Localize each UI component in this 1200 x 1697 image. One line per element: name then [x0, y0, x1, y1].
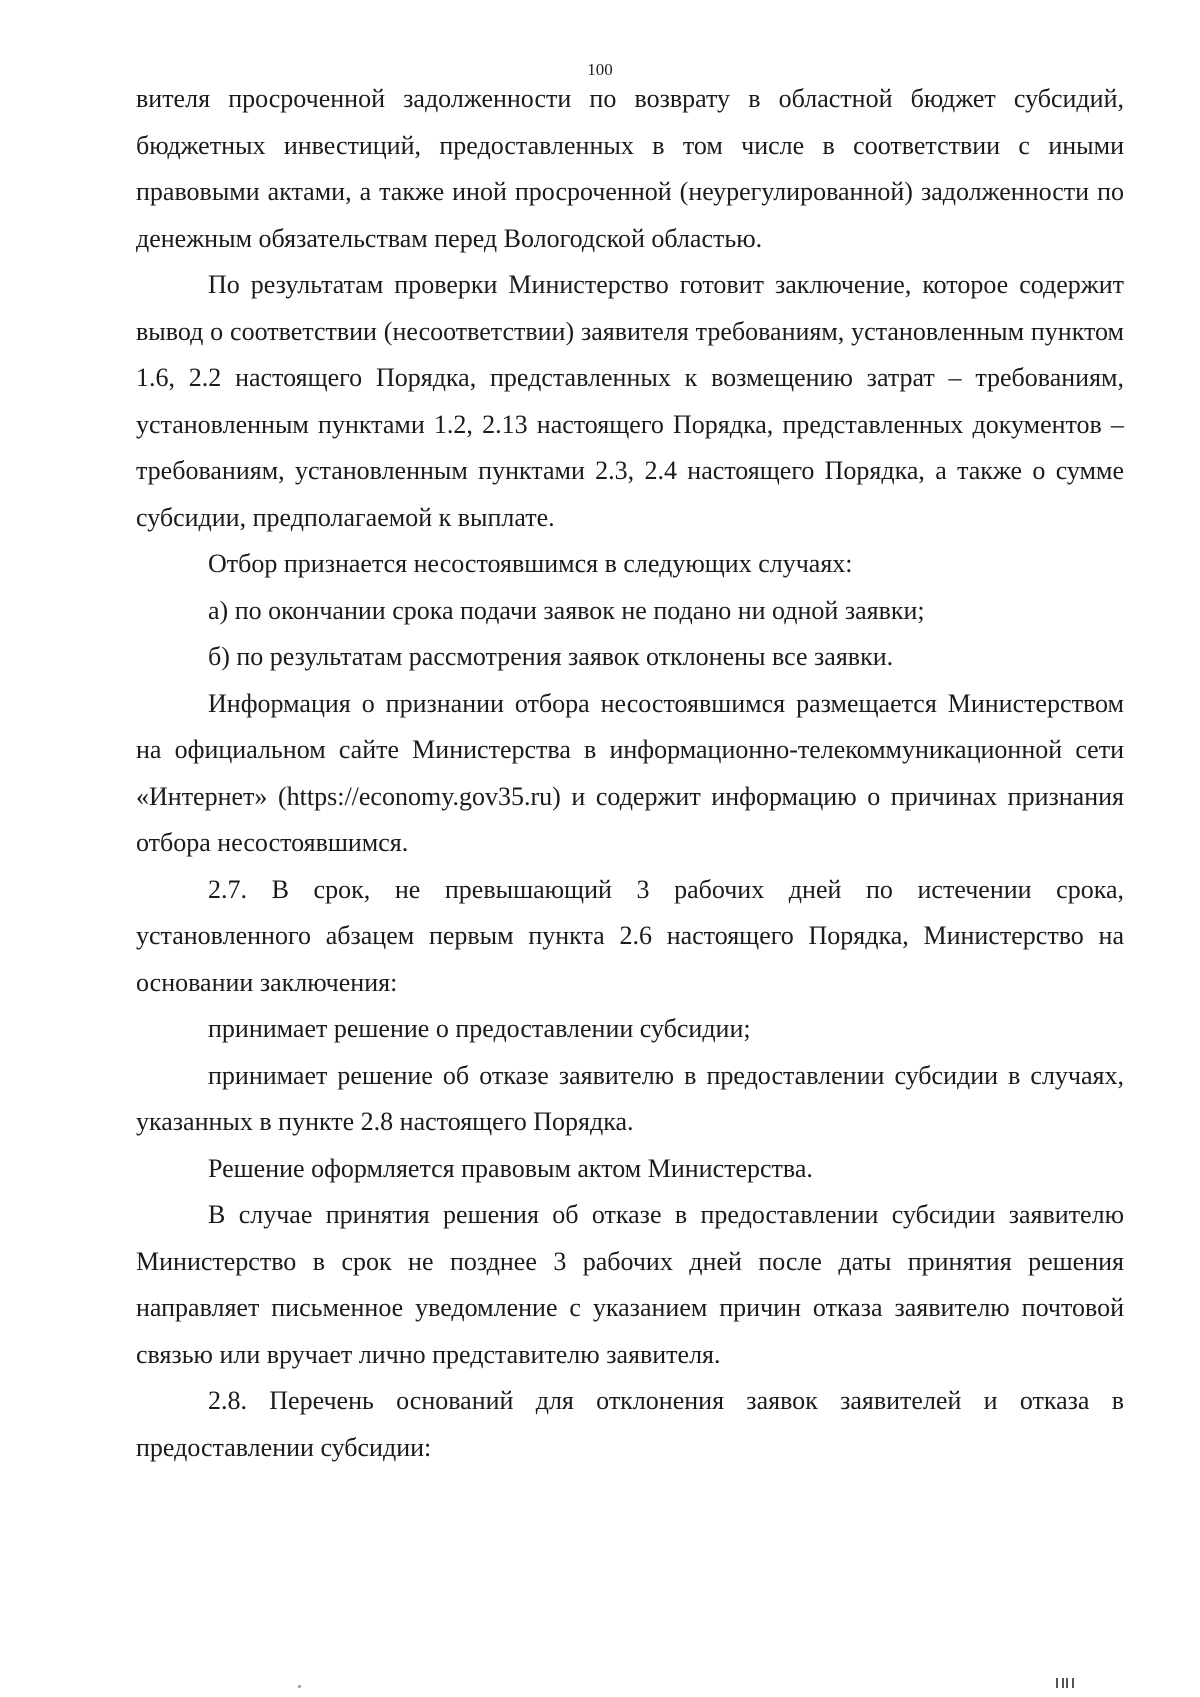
- document-body: [136, 76, 1124, 1471]
- paragraph-decision-refuse: принимает решение об отказе заявителю в предоставлении субсидии в случаях, указанных в пункте 2.8 настоящего Порядка.: [136, 1060, 1124, 1136]
- page-number: 100: [587, 60, 613, 79]
- paragraph-decision-grant: принимает решение о предоставлении субсидии;: [208, 1014, 751, 1043]
- scan-artifact-marks: [1056, 1678, 1080, 1690]
- list-item-a: а) по окончании срока подачи заявок не подано ни одной заявки;: [208, 595, 925, 625]
- paragraph-verification-conclusion: По результатам проверки Министерство готовит заключение, которое содержит вывод о соответствии (несоответствии) заявителя требованиям, установленным пунктом 1.6, 2.2 настоящего Порядка, представленных к возмещению затрат – требованиям, установленным пунктами 1.2, 2.13 настоящего Порядка, представленных документов – требованиям, установленным пунктами 2.3, 2.4 настоящего Порядка, а также о сумме субсидии, предполагаемой к выплате.: [136, 270, 1124, 532]
- paragraph-section-2-7: 2.7. В срок, не превышающий 3 рабочих дней по истечении срока, установленного абзацем первым пункта 2.6 настоящего Порядка, Министерство на основании заключения:: [136, 874, 1124, 997]
- paragraph-selection-failed-intro: Отбор признается несостоявшимся в следующих случаях:: [208, 549, 853, 578]
- paragraph-section-2-8: 2.8. Перечень оснований для отклонения заявок заявителей и отказа в предоставлении субсидии:: [136, 1386, 1124, 1462]
- scan-artifact-dot: [298, 1685, 301, 1688]
- paragraph-continuation: вителя просроченной задолженности по возврату в областной бюджет субсидий, бюджетных инвестиций, предоставленных в том числе в соответствии с иными правовыми актами, а также иной просроченной (неурегулированной) задолженности по денежным обязательствам перед Вологодской областью.: [136, 84, 1124, 253]
- paragraph-information-posting: Информация о признании отбора несостоявшимся размещается Министерством на официальном сайте Министерства в информационно-телекоммуникационной сети «Интернет» (https://economy.gov35.ru) и содержит информацию о причинах признания отбора несостоявшимся.: [136, 688, 1124, 857]
- paragraph-legal-act: Решение оформляется правовым актом Министерства.: [208, 1153, 813, 1183]
- paragraph-refusal-notice: В случае принятия решения об отказе в предоставлении субсидии заявителю Министерство в срок не позднее 3 рабочих дней после даты принятия решения направляет письменное уведомление с указанием причин отказа заявителю почтовой связью или вручает лично представителю заявителя.: [136, 1200, 1124, 1369]
- list-item-b: б) по результатам рассмотрения заявок отклонены все заявки.: [208, 642, 894, 671]
